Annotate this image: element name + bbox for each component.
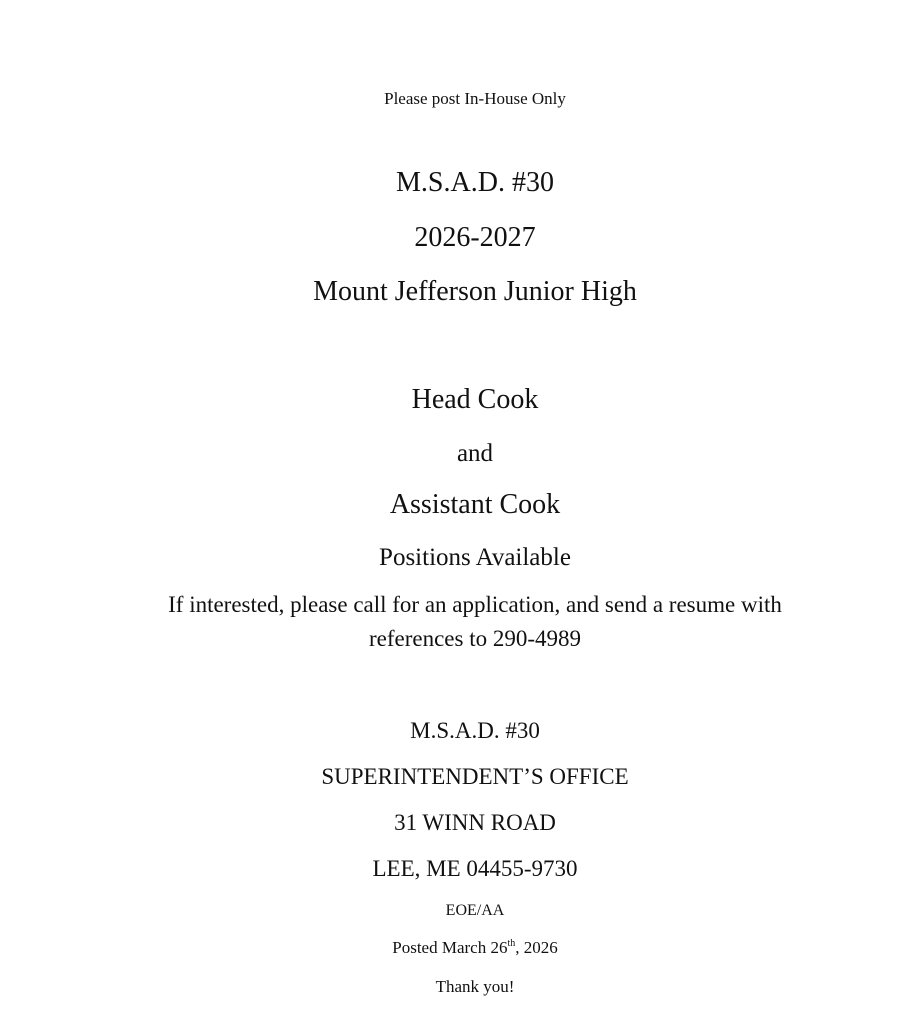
school-name: Mount Jefferson Junior High (313, 276, 637, 307)
address-city: LEE, ME 04455-9730 (372, 856, 578, 881)
address-office: SUPERINTENDENT’S OFFICE (321, 764, 629, 789)
position-head-cook: Head Cook (411, 384, 539, 415)
posting-notice: Please post In-House Only (384, 89, 566, 108)
application-instructions-line-1: If interested, please call for an application, and send a resume with (168, 592, 782, 617)
address-organization: M.S.A.D. #30 (410, 718, 540, 743)
organization-title: M.S.A.D. #30 (396, 167, 554, 198)
school-year: 2026-2027 (414, 222, 536, 253)
address-street: 31 WINN ROAD (394, 810, 556, 835)
posted-date (0, 939, 914, 956)
position-conjunction: and (456, 440, 494, 467)
position-assistant-cook: Assistant Cook (389, 489, 561, 520)
posted-date-ordinal: th (507, 938, 516, 949)
application-instructions-line-2: references to 290-4989 (368, 626, 582, 651)
thank-you-note: Thank you! (435, 977, 515, 996)
posted-date-year: , 2026 (515, 938, 558, 957)
positions-available-heading: Positions Available (379, 544, 571, 571)
posted-date-prefix: Posted March 26 (392, 938, 508, 957)
eoe-statement: EOE/AA (445, 902, 505, 919)
